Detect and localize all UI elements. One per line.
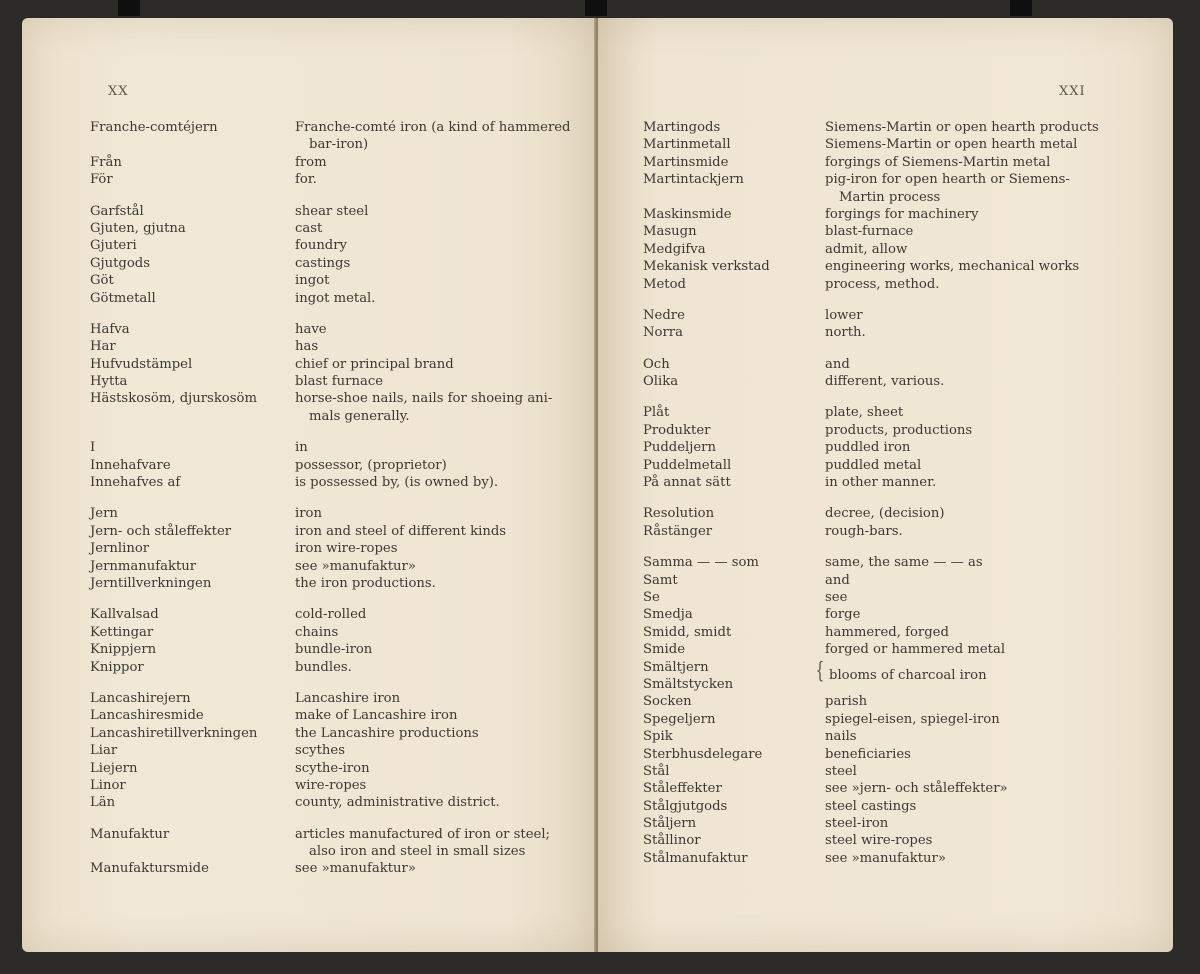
- swedish-term: Medgifva: [643, 241, 706, 257]
- english-definition: from: [295, 154, 327, 170]
- english-definition: horse-shoe nails, nails for shoeing ani-: [295, 391, 553, 407]
- swedish-term: Puddelmetall: [643, 457, 732, 473]
- swedish-term: Innehafvare: [90, 457, 171, 473]
- english-definition: mals generally.: [309, 408, 410, 424]
- swedish-term: Metod: [643, 276, 686, 292]
- english-definition: blast furnace: [295, 374, 384, 390]
- english-definition: rough-bars.: [825, 523, 903, 539]
- english-definition: see »manufaktur»: [295, 861, 416, 877]
- swedish-term: Lancashiretillverkningen: [90, 725, 258, 741]
- swedish-term: Spegeljern: [643, 711, 716, 727]
- english-definition: iron wire-ropes: [295, 541, 398, 557]
- english-definition: iron: [295, 506, 322, 522]
- english-definition: for.: [295, 172, 317, 188]
- swedish-term: På annat sätt: [643, 475, 731, 491]
- swedish-term: Norra: [643, 325, 683, 341]
- swedish-term: Plåt: [643, 405, 670, 421]
- swedish-term: Martinsmide: [643, 154, 729, 170]
- english-definition: pig-iron for open hearth or Siemens-: [825, 172, 1070, 188]
- swedish-term: Martingods: [643, 120, 721, 135]
- swedish-term: Nedre: [643, 307, 685, 323]
- english-definition: scythe-iron: [295, 760, 370, 776]
- binding-tab-middle: [585, 0, 607, 16]
- swedish-term: Kallvalsad: [90, 607, 159, 623]
- swedish-term: Sterbhusdelegare: [643, 746, 763, 762]
- english-definition: articles manufactured of iron or steel;: [295, 826, 550, 842]
- english-definition: the iron productions.: [295, 575, 436, 591]
- swedish-term: Garfstål: [90, 203, 144, 219]
- swedish-term: Hytta: [90, 374, 128, 390]
- swedish-term: Socken: [643, 694, 692, 710]
- english-definition: cold-rolled: [295, 607, 367, 623]
- english-definition: cast: [295, 220, 323, 236]
- english-definition: engineering works, mechanical works: [825, 259, 1080, 275]
- english-definition: possessor, (proprietor): [295, 457, 447, 473]
- english-definition: Siemens-Martin or open hearth products: [825, 120, 1099, 135]
- english-definition: has: [295, 339, 319, 355]
- right-page: [598, 18, 1173, 952]
- english-definition: hammered, forged: [825, 624, 949, 640]
- swedish-term: Mekanisk verkstad: [643, 259, 770, 275]
- swedish-term: Liejern: [90, 760, 138, 776]
- binding-tab-left: [118, 0, 140, 16]
- swedish-term: Jernmanufaktur: [90, 558, 197, 574]
- swedish-term: Smide: [643, 642, 686, 658]
- english-definition: have: [295, 321, 327, 337]
- english-definition: see »manufaktur»: [295, 558, 416, 574]
- swedish-term: Göt: [90, 273, 114, 289]
- english-definition: Lancashire iron: [295, 690, 401, 706]
- english-definition: puddled iron: [825, 440, 911, 456]
- english-definition: iron and steel of different kinds: [295, 523, 507, 539]
- english-definition: steel wire-ropes: [825, 833, 933, 849]
- swedish-term: Stållinor: [643, 833, 701, 849]
- swedish-term: Har: [90, 339, 116, 355]
- swedish-term: Kettingar: [90, 624, 154, 640]
- english-definition: decree, (decision): [825, 506, 945, 522]
- swedish-term: Jerntillverkningen: [90, 575, 212, 591]
- swedish-term: Hufvudstämpel: [90, 356, 193, 372]
- english-definition: lower: [825, 307, 863, 323]
- swedish-term: Stålmanufaktur: [643, 850, 748, 866]
- english-definition: ingot metal.: [295, 290, 376, 306]
- page-number: XX: [108, 84, 129, 99]
- english-definition: see »jern- och ståleffekter»: [825, 781, 1008, 797]
- english-definition: spiegel-eisen, spiegel-iron: [825, 711, 1000, 727]
- swedish-term: Jern- och ståleffekter: [90, 523, 232, 539]
- swedish-term: Linor: [90, 777, 126, 793]
- english-definition: steel-iron: [825, 816, 889, 832]
- swedish-term: Gjuteri: [90, 238, 137, 254]
- english-definition: see »manufaktur»: [825, 850, 946, 866]
- swedish-term: Se: [643, 589, 660, 605]
- swedish-term: Smältjern: [643, 659, 709, 675]
- swedish-term: Maskinsmide: [643, 206, 732, 222]
- swedish-term: Stålgjutgods: [643, 798, 728, 814]
- swedish-term: Knippjern: [90, 642, 157, 658]
- english-definition: chief or principal brand: [295, 356, 454, 372]
- curly-brace: {: [815, 658, 825, 684]
- english-definition: puddled metal: [825, 457, 922, 473]
- swedish-term: Puddeljern: [643, 440, 716, 456]
- binding-tab-right: [1010, 0, 1032, 16]
- english-definition: different, various.: [825, 374, 945, 390]
- swedish-term: Hafva: [90, 321, 130, 337]
- swedish-term: Lancashirejern: [90, 690, 191, 706]
- swedish-term: Olika: [643, 374, 679, 390]
- english-definition: blast-furnace: [825, 224, 914, 240]
- english-definition: and: [825, 356, 850, 372]
- swedish-term: Län: [90, 795, 116, 811]
- english-definition: also iron and steel in small sizes: [309, 844, 526, 860]
- english-definition: make of Lancashire iron: [295, 708, 458, 724]
- english-definition: forge: [825, 607, 861, 623]
- swedish-term: Råstänger: [643, 523, 713, 539]
- swedish-term: Smältstycken: [643, 676, 734, 692]
- english-definition: county, administrative district.: [295, 795, 500, 811]
- swedish-term: Från: [90, 154, 122, 170]
- english-definition: products, productions: [825, 422, 973, 438]
- english-definition: scythes: [295, 743, 345, 759]
- swedish-term: Smedja: [643, 607, 693, 623]
- swedish-term: Smidd, smidt: [643, 624, 732, 640]
- swedish-term: Spik: [643, 729, 673, 745]
- swedish-term: Innehafves af: [90, 475, 181, 491]
- english-definition: steel castings: [825, 798, 917, 814]
- english-definition: beneficiaries: [825, 746, 911, 762]
- english-definition: plate, sheet: [825, 405, 904, 421]
- english-definition: admit, allow: [825, 241, 908, 257]
- swedish-term: Och: [643, 356, 670, 372]
- english-definition: wire-ropes: [295, 777, 367, 793]
- english-definition: bundle-iron: [295, 642, 373, 658]
- english-definition: forgings for machinery: [825, 206, 979, 222]
- swedish-term: För: [90, 172, 113, 188]
- english-definition: in other manner.: [825, 475, 937, 491]
- swedish-term: Lancashiresmide: [90, 708, 204, 724]
- english-definition: forged or hammered metal: [825, 642, 1006, 658]
- english-definition: shear steel: [295, 203, 369, 219]
- swedish-term: Franche-comtéjern: [90, 120, 218, 135]
- swedish-term: Hästskosöm, djurskosöm: [90, 391, 257, 407]
- english-definition: chains: [295, 624, 339, 640]
- english-definition: foundry: [295, 238, 348, 254]
- swedish-term: Gjutgods: [90, 255, 151, 271]
- english-definition: process, method.: [825, 276, 940, 292]
- swedish-term: Martintackjern: [643, 172, 744, 188]
- english-definition: forgings of Siemens-Martin metal: [825, 154, 1051, 170]
- page-number: XXI: [1059, 84, 1086, 99]
- swedish-term: Jern: [90, 506, 118, 522]
- swedish-term: Liar: [90, 743, 118, 759]
- english-definition: in: [295, 440, 308, 456]
- english-definition: Franche-comté iron (a kind of hammered: [295, 120, 571, 135]
- english-definition: Siemens-Martin or open hearth metal: [825, 137, 1078, 153]
- english-definition: north.: [825, 325, 866, 341]
- swedish-term: Gjuten, gjutna: [90, 220, 186, 236]
- swedish-term: Ståljern: [643, 816, 697, 832]
- english-definition: the Lancashire productions: [295, 725, 479, 741]
- english-definition: parish: [825, 694, 868, 710]
- swedish-term: Produkter: [643, 422, 711, 438]
- swedish-term: Manufaktur: [90, 826, 170, 842]
- english-definition: bar-iron): [309, 137, 369, 153]
- english-definition: is possessed by, (is owned by).: [295, 475, 499, 491]
- left-page: [22, 18, 596, 952]
- swedish-term: Masugn: [643, 224, 697, 240]
- english-definition: same, the same — — as: [825, 555, 983, 571]
- english-definition: steel: [825, 763, 857, 779]
- swedish-term: Götmetall: [90, 290, 156, 306]
- english-definition: Martin process: [839, 189, 941, 205]
- swedish-term: Stål: [643, 763, 670, 779]
- english-definition: and: [825, 572, 850, 588]
- swedish-term: Ståleffekter: [643, 781, 722, 797]
- swedish-term: Samma — — som: [643, 555, 759, 571]
- swedish-term: Resolution: [643, 506, 715, 522]
- swedish-term: Manufaktursmide: [90, 861, 209, 877]
- swedish-term: Knippor: [90, 659, 144, 675]
- swedish-term: Samt: [643, 572, 678, 588]
- english-definition: nails: [825, 729, 857, 745]
- swedish-term: Jernlinor: [90, 541, 150, 557]
- swedish-term: I: [90, 440, 96, 456]
- english-definition: castings: [295, 255, 351, 271]
- english-definition: blooms of charcoal iron: [829, 667, 987, 683]
- english-definition: bundles.: [295, 659, 352, 675]
- english-definition: see: [825, 589, 848, 605]
- swedish-term: Martinmetall: [643, 137, 731, 153]
- english-definition: ingot: [295, 273, 330, 289]
